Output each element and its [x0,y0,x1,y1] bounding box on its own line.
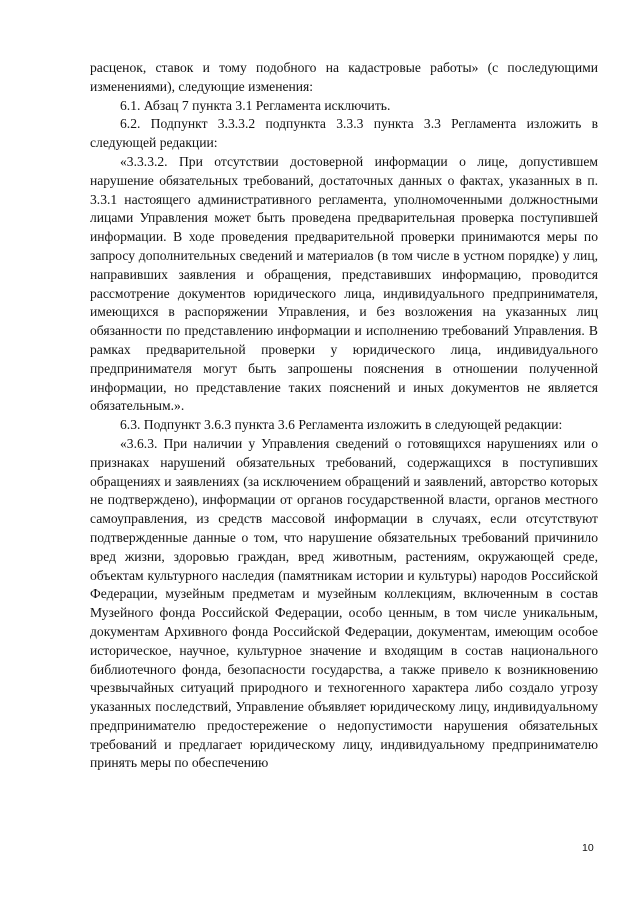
paragraph-6-3: 6.3. Подпункт 3.6.3 пункта 3.6 Регламента изложить в следующей редакции: [120,417,563,433]
paragraph-3-6-3: «3.6.3. При наличии у Управления сведений о готовящихся нарушениях или о признаках нарушений обязательных требований, содержащихся в поступивших обращениях и заявлениях (за исключением обращений и заявлений, авторство которых не подтверждено), информации от органов государственной власти, органов местного самоуправления, из средств массовой информации в случаях, если отсутствуют подтвержденные данные о том, что нарушение обязательных требований причинило вред жизни, здоровью граждан, вред животным, растениям, окружающей среде, объектам культурного наследия (памятникам истории и культуры) народов Российской Федерации, музейным предметам и музейным коллекциям, включенным в состав Музейного фонда Российской Федерации, особо ценным, в том числе уникальным, документам Архивного фонда Российской Федерации, документам, имеющим особое историческое, научное, культурное значение и входящим в состав национального библиотечного фонда, безопасности государства, а также привело к возникновению чрезвычайных ситуаций природного и техногенного характера либо создало угрозу указанных последствий, Управление объявляет юридическому лицу, индивидуальному предпринимателю предостережение о недопустимости нарушения обязательных требований и предлагает юридическому лицу, индивидуальному предпринимателю принять меры по обеспечению [90,435,598,771]
paragraph-continuation: расценок, ставок и тому подобного на кадастровые работы» (с последующими изменениями), следующие изменения: [90,60,598,94]
document-body [90,59,598,773]
paragraph-6-1: 6.1. Абзац 7 пункта 3.1 Регламента исключить. [120,97,391,113]
page-number: 10 [582,842,594,854]
paragraph-3-3-3-2: «3.3.3.2. При отсутствии достоверной информации о лице, допустившем нарушение обязательных требований, достаточных данных о фактах, указанных в п. 3.3.1 настоящего административного регламента, уполномоченными должностными лицами Управления может быть проведена предварительная проверка поступившей информации. В ходе проведения предварительной проверки принимаются меры по запросу дополнительных сведений и материалов (в том числе в устном порядке) у лиц, направивших заявления и обращения, представивших информацию, проводится рассмотрение документов юридического лица, индивидуального предпринимателя, имеющихся в распоряжении Управления, и без возложения на указанных лиц обязанности по представлению информации и исполнению требований Управления. В рамках предварительной проверки у юридического лица, индивидуального предпринимателя могут быть запрошены пояснения в отношении полученной информации, но представление таких пояснений и иных документов не является обязательным.». [90,153,598,414]
paragraph-6-2: 6.2. Подпункт 3.3.3.2 подпункта 3.3.3 пункта 3.3 Регламента изложить в следующей редакции: [90,116,598,151]
